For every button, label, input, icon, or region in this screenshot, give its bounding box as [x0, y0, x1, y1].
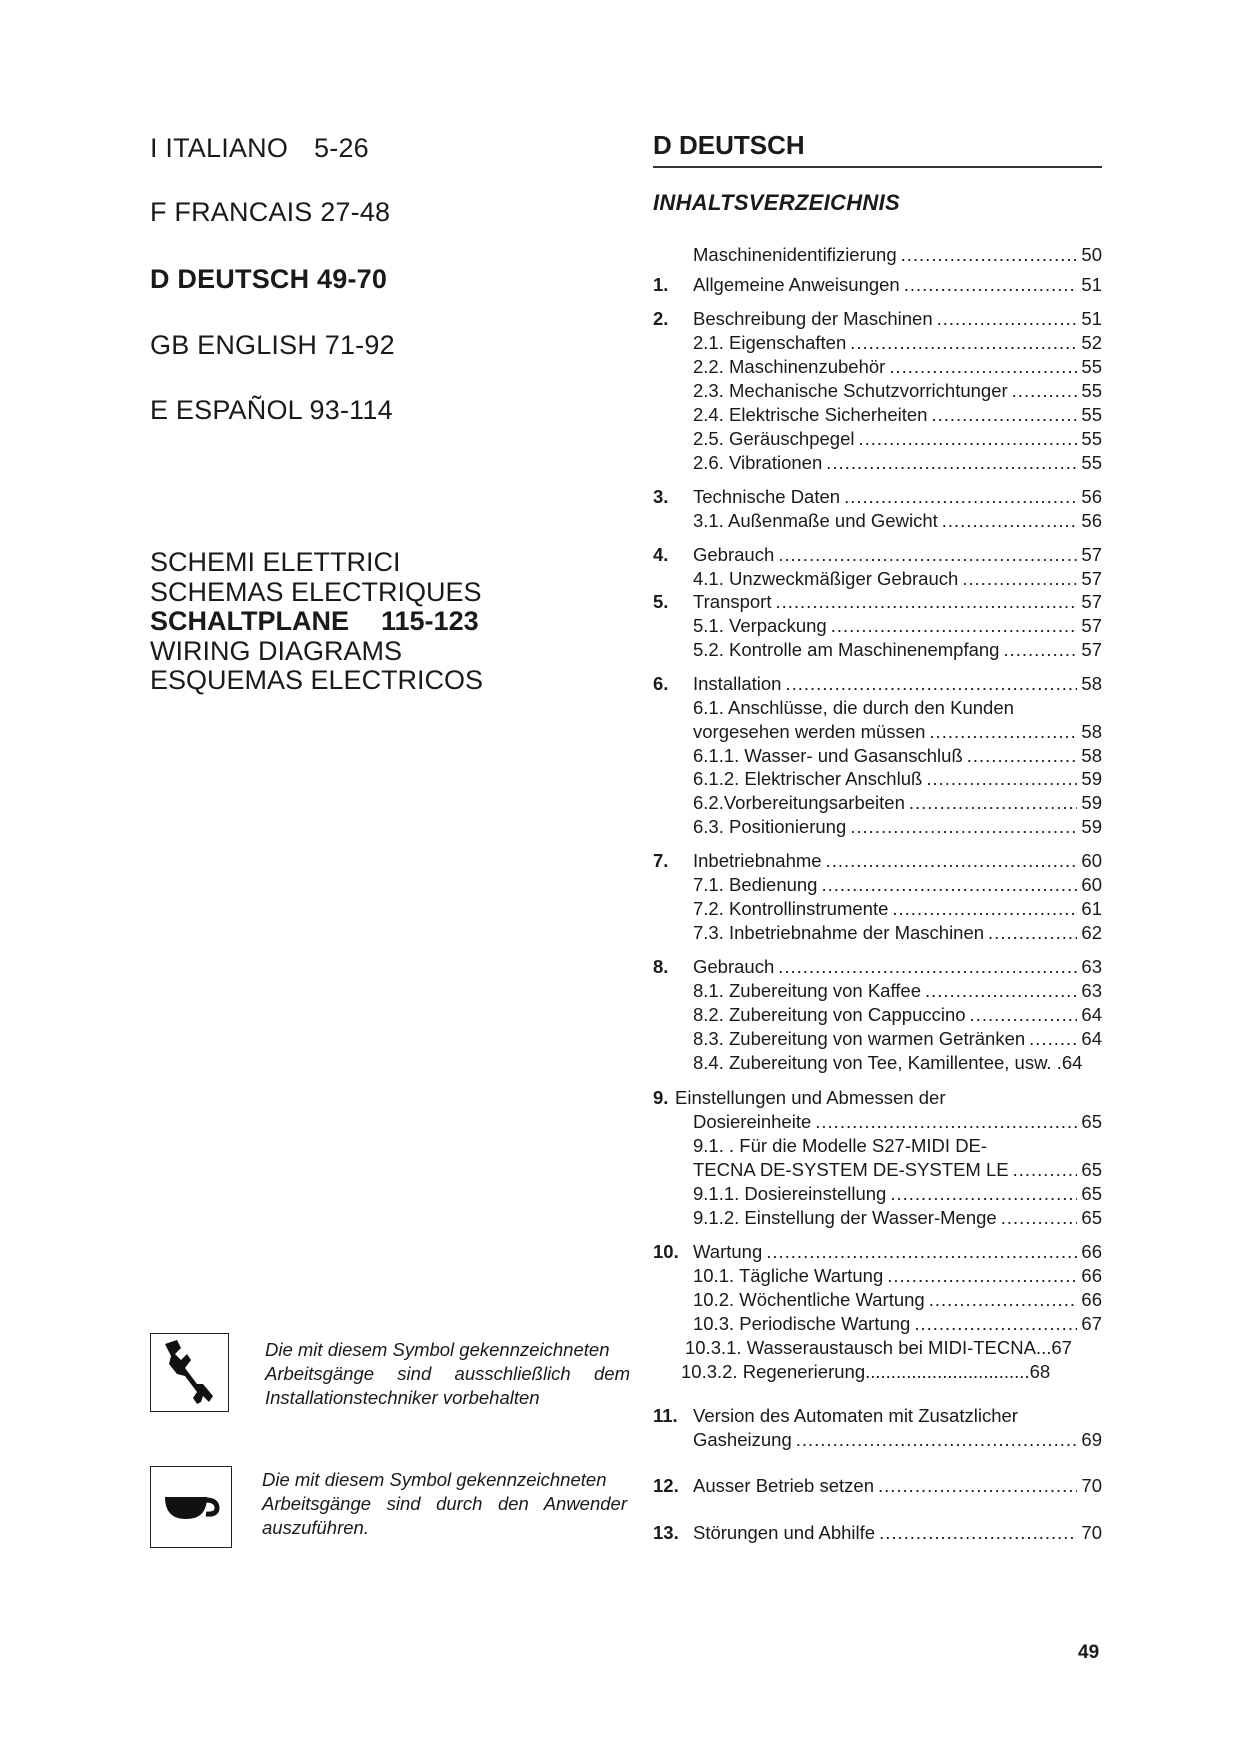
toc-entry-label: 2.4. Elektrische Sicherheiten: [693, 404, 928, 425]
toc-entry-text: [693, 1474, 1102, 1498]
toc-entry-text: [693, 379, 1102, 403]
wrench-symbol-box: [150, 1333, 229, 1412]
toc-leader-dots: [821, 873, 1077, 897]
toc-entry-text: [693, 1312, 1102, 1336]
toc-entry: [653, 1264, 1102, 1288]
toc-entry-text: [693, 897, 1102, 921]
toc-entry-text: [693, 873, 1102, 897]
toc-entry-label: Transport: [693, 591, 772, 612]
toc-entry-page: 57: [1081, 639, 1102, 660]
toc-entry: [653, 955, 1102, 979]
toc-entry-text: [693, 720, 1102, 744]
toc-heading: INHALTSVERZEICHNIS: [653, 190, 901, 215]
toc-entry-label: 9.1.1. Dosiereinstellung: [693, 1183, 887, 1204]
toc-entry-label: 8.3. Zubereitung von warmen Getränken: [693, 1028, 1026, 1049]
toc-entry: [653, 509, 1102, 533]
toc-entry-text: [693, 567, 1102, 591]
toc-leader-dots: [929, 1288, 1078, 1312]
toc-entry: [653, 1027, 1102, 1051]
schemes-de-label: SCHALTPLANE: [150, 606, 349, 636]
toc-entry-page: 63: [1081, 956, 1102, 977]
toc-entry: [653, 672, 1102, 696]
toc-entry-text: [693, 791, 1102, 815]
toc-entry-number: 6.: [653, 673, 669, 694]
toc-entry: [653, 379, 1102, 403]
toc-entry-text: [693, 744, 1102, 768]
toc-entry-label: 2.3. Mechanische Schutzvorrichtunger: [693, 380, 1008, 401]
toc-leader-dots: [850, 331, 1077, 355]
toc-entry: [653, 243, 1102, 267]
lang-italiano-label: I ITALIANO: [150, 133, 289, 163]
toc-entry-label: Ausser Betrieb setzen: [693, 1475, 874, 1496]
toc-entry-label: Inbetriebnahme: [693, 850, 822, 871]
toc-entry-label: Gasheizung: [693, 1429, 792, 1450]
toc-entry-text: [693, 1182, 1102, 1206]
toc-entry-text: [693, 590, 1102, 614]
toc-entry: [653, 1086, 1102, 1110]
toc-entry-text: [693, 509, 1102, 533]
toc-leader-dots: [889, 355, 1077, 379]
toc-entry-page: 56: [1081, 510, 1102, 531]
toc-entry-number: 11.: [653, 1405, 678, 1426]
toc-entry: [653, 1336, 1102, 1360]
toc-entry-page: 51: [1081, 308, 1102, 329]
toc-entry-page: 57: [1081, 615, 1102, 636]
toc-entry-page: 69: [1081, 1429, 1102, 1450]
toc-leader-dots: [962, 567, 1077, 591]
toc-entry: [653, 451, 1102, 475]
toc-entry-page: 62: [1081, 922, 1102, 943]
toc-leader-dots: [815, 1110, 1077, 1134]
toc-entry-page: 52: [1081, 332, 1102, 353]
toc-entry-text: [693, 1134, 987, 1158]
toc-entry-page: 50: [1081, 244, 1102, 265]
toc-entry-number: 9.: [653, 1087, 669, 1108]
user-note: [262, 1468, 627, 1540]
toc-entry-number: 13.: [653, 1522, 679, 1543]
toc-leader-dots: [778, 543, 1077, 567]
toc-entry-label: 3.1. Außenmaße und Gewicht: [693, 510, 938, 531]
toc-entry: [653, 1051, 1102, 1075]
toc-entry-page: 59: [1081, 792, 1102, 813]
toc-leader-dots: [826, 451, 1077, 475]
wiring-diagrams-index: [150, 548, 483, 696]
toc-entry-label: 6.1.2. Elektrischer Anschluß: [693, 768, 923, 789]
toc-entry: [653, 590, 1102, 614]
toc-entry-number: 7.: [653, 850, 669, 871]
schemes-fr: SCHEMAS ELECTRIQUES: [150, 576, 482, 607]
toc-leader-dots: [858, 427, 1077, 451]
schemes-de-pages: 115-123: [381, 606, 479, 636]
toc-leader-dots: [892, 897, 1077, 921]
toc-entry: [653, 1360, 1102, 1384]
toc-entry-text: [693, 403, 1102, 427]
toc-entry-label: 10.1. Tägliche Wartung: [693, 1265, 884, 1286]
toc-entry-label: Störungen und Abhilfe: [693, 1522, 876, 1543]
toc-entry-label: 6.2.Vorbereitungsarbeiten: [693, 792, 905, 813]
toc-entry: [653, 744, 1102, 768]
toc-entry: [653, 1521, 1102, 1545]
installer-note-line-1: Die mit diesem Symbol gekennzeichneten: [265, 1339, 610, 1360]
installer-note-line-2: Arbeitsgänge sind ausschließlich dem: [265, 1363, 630, 1384]
toc-entry-text: [693, 451, 1102, 475]
toc-entry: [653, 767, 1102, 791]
toc-entry-label: Beschreibung der Maschinen: [693, 308, 933, 329]
toc-leader-dots: [785, 672, 1077, 696]
toc-entry-label: vorgesehen werden müssen: [693, 721, 926, 742]
toc-leader-dots: [844, 485, 1077, 509]
toc-entry-label: 2.1. Eigenschaften: [693, 332, 847, 353]
section-title: D DEUTSCH: [653, 130, 805, 160]
toc-entry: [653, 543, 1102, 567]
toc-entry-label: Allgemeine Anweisungen: [693, 274, 900, 295]
toc-entry-page: 55: [1081, 452, 1102, 473]
toc-leader-dots: [1001, 1206, 1078, 1230]
toc-entry: [653, 921, 1102, 945]
toc-entry: [653, 1428, 1102, 1452]
toc-entry-label: 9.1. . Für die Modelle S27-MIDI DE-: [693, 1135, 988, 1156]
toc-entry-page: 55: [1081, 356, 1102, 377]
toc-entry: [653, 720, 1102, 744]
toc-entry: [653, 1134, 1102, 1158]
toc-entry-label: 2.5. Geräuschpegel: [693, 428, 855, 449]
toc-entry-page: 59: [1081, 768, 1102, 789]
toc-entry-page: 58: [1081, 745, 1102, 766]
toc-entry-text: [693, 273, 1102, 297]
toc-entry-page: 57: [1081, 568, 1102, 589]
toc-entry-text: [693, 1404, 1018, 1428]
toc-entry: [653, 849, 1102, 873]
lang-espanol: E ESPAÑOL 93-114: [150, 395, 393, 425]
toc-entry-text: [693, 1158, 1102, 1182]
toc-entry-text: [693, 767, 1102, 791]
toc-entry-text: [693, 1051, 1082, 1075]
toc-entry-number: 2.: [653, 308, 669, 329]
user-note-line-1: Die mit diesem Symbol gekennzeichneten: [262, 1469, 607, 1490]
toc-entry-page: 58: [1081, 721, 1102, 742]
cup-symbol-box: [150, 1466, 232, 1548]
lang-francais: F FRANCAIS 27-48: [150, 197, 391, 227]
toc-entry-label: Gebrauch: [693, 544, 775, 565]
toc-entry: [653, 403, 1102, 427]
toc-entry-text: [693, 1264, 1102, 1288]
toc-entry-text: [693, 427, 1102, 451]
toc-entry-page: 60: [1081, 850, 1102, 871]
installer-note-line-3: Installationstechniker vorbehalten: [265, 1387, 540, 1408]
toc-entry: [653, 873, 1102, 897]
toc-entry-text: [693, 696, 1014, 720]
toc-entry-label: 7.3. Inbetriebnahme der Maschinen: [693, 922, 985, 943]
toc-entry-text: [693, 355, 1102, 379]
toc-leader-dots: [879, 1521, 1077, 1545]
toc-leader-dots: [778, 955, 1077, 979]
toc-entry-page: 60: [1081, 874, 1102, 895]
toc-entry-label: 5.2. Kontrolle am Maschinenempfang: [693, 639, 1000, 660]
toc-entry: [653, 355, 1102, 379]
toc-entry: [653, 1206, 1102, 1230]
toc-leader-dots: [1003, 638, 1077, 662]
toc-entry-text: [693, 1027, 1102, 1051]
toc-entry-label: Maschinenidentifizierung: [693, 244, 897, 265]
lang-italiano-pages: 5-26: [314, 133, 369, 163]
toc-leader-dots: [914, 1312, 1077, 1336]
toc-leader-dots: [831, 614, 1078, 638]
toc-entry-page: 65: [1081, 1183, 1102, 1204]
toc-entry-label: 10.3.1. Wasseraustausch bei MIDI-TECNA...67: [685, 1337, 1072, 1358]
toc-entry-page: 66: [1081, 1289, 1102, 1310]
toc-entry-text: [693, 672, 1102, 696]
toc-entry-number: 12.: [653, 1475, 679, 1496]
toc-leader-dots: [826, 849, 1078, 873]
toc-entry-text: [693, 815, 1102, 839]
toc-entry: [653, 427, 1102, 451]
toc-leader-dots: [937, 307, 1078, 331]
toc-leader-dots: [1029, 1027, 1077, 1051]
toc-entry: [653, 567, 1102, 591]
toc-entry-label: Installation: [693, 673, 782, 694]
toc-entry: [653, 638, 1102, 662]
toc-entry: [653, 897, 1102, 921]
toc-leader-dots: [766, 1240, 1077, 1264]
toc-entry-text: [693, 638, 1102, 662]
toc-entry-page: 63: [1081, 980, 1102, 1001]
lang-english: GB ENGLISH 71-92: [150, 330, 395, 360]
toc-leader-dots: [931, 403, 1077, 427]
toc-entry-label: Einstellungen und Abmessen der: [675, 1087, 946, 1108]
toc-entry-label: Version des Automaten mit Zusatzlicher: [693, 1405, 1018, 1426]
toc-entry-text: [693, 485, 1102, 509]
toc-entry-text: [693, 331, 1102, 355]
toc-entry-text: [693, 1206, 1102, 1230]
toc-entry-text: [693, 1003, 1102, 1027]
toc-leader-dots: [901, 243, 1078, 267]
schemes-de: [150, 607, 483, 637]
toc-leader-dots: [887, 1264, 1077, 1288]
toc-entry: [653, 307, 1102, 331]
toc-entry: [653, 1288, 1102, 1312]
toc-leader-dots: [904, 273, 1078, 297]
toc-leader-dots: [967, 744, 1078, 768]
toc-entry: [653, 791, 1102, 815]
toc-entry-text: [685, 1336, 1072, 1360]
toc-entry-page: 66: [1081, 1265, 1102, 1286]
toc-leader-dots: [796, 1428, 1078, 1452]
toc-entry-label: Technische Daten: [693, 486, 841, 507]
toc-entry-text: [693, 1428, 1102, 1452]
toc-entry-page: 57: [1081, 544, 1102, 565]
toc-entry: [653, 1110, 1102, 1134]
toc-entry-page: 55: [1081, 428, 1102, 449]
toc-entry-label: 7.2. Kontrollinstrumente: [693, 898, 889, 919]
toc-entry-text: [675, 1086, 946, 1110]
toc-entry-text: [693, 849, 1102, 873]
toc-leader-dots: [988, 921, 1077, 945]
toc-entry-text: [693, 1110, 1102, 1134]
toc-entry-number: 5.: [653, 591, 669, 612]
toc-entry-page: 65: [1081, 1159, 1102, 1180]
toc-entry-text: [693, 1288, 1102, 1312]
toc-entry: [653, 1003, 1102, 1027]
toc-entry: [653, 1404, 1102, 1428]
toc-entry-text: [693, 1521, 1102, 1545]
toc-entry-label: Dosiereinheite: [693, 1111, 812, 1132]
lang-italiano: [150, 133, 369, 164]
toc-entry-text: [693, 543, 1102, 567]
toc-leader-dots: [970, 1003, 1078, 1027]
toc-leader-dots: [1013, 1158, 1078, 1182]
toc-entry-number: 4.: [653, 544, 669, 565]
toc-leader-dots: [1012, 379, 1078, 403]
toc-entry-text: [693, 979, 1102, 1003]
toc-entry-label: 6.1.1. Wasser- und Gasanschluß: [693, 745, 963, 766]
toc-leader-dots: [909, 791, 1078, 815]
toc-leader-dots: [929, 720, 1077, 744]
toc-entry-label: 8.2. Zubereitung von Cappuccino: [693, 1004, 966, 1025]
cup-icon: [151, 1467, 230, 1546]
schemes-es: ESQUEMAS ELECTRICOS: [150, 665, 484, 695]
installer-note: [265, 1338, 630, 1410]
toc-entry-text: [693, 614, 1102, 638]
toc-entry: [653, 696, 1102, 720]
user-note-line-2: Arbeitsgänge sind durch den Anwender: [262, 1493, 627, 1514]
user-note-line-3: auszuführen.: [262, 1517, 369, 1538]
toc-entry: [653, 979, 1102, 1003]
page-number: 49: [1078, 1642, 1100, 1663]
toc-leader-dots: [925, 979, 1077, 1003]
toc-entry: [653, 485, 1102, 509]
toc-leader-dots: [878, 1474, 1077, 1498]
toc-leader-dots: [850, 815, 1077, 839]
toc-entry-number: 3.: [653, 486, 669, 507]
toc-entry-text: [693, 1240, 1102, 1264]
schemes-it: SCHEMI ELETTRICI: [150, 547, 401, 577]
toc-entry-page: 61: [1081, 898, 1102, 919]
toc-entry: [653, 1182, 1102, 1206]
toc-entry-page: 56: [1081, 486, 1102, 507]
toc-entry-number: 8.: [653, 956, 669, 977]
toc-entry: [653, 273, 1102, 297]
toc-entry-page: 65: [1081, 1111, 1102, 1132]
toc-entry-page: 66: [1081, 1241, 1102, 1262]
toc-entry: [653, 614, 1102, 638]
toc-entry-page: 65: [1081, 1207, 1102, 1228]
toc-entry-label: 7.1. Bedienung: [693, 874, 818, 895]
toc-entry-page: 59: [1081, 816, 1102, 837]
toc-entry-page: 70: [1081, 1475, 1102, 1496]
toc-entry-page: 51: [1081, 274, 1102, 295]
toc-entry-page: 67: [1081, 1313, 1102, 1334]
toc-entry-label: 4.1. Unzweckmäßiger Gebrauch: [693, 568, 959, 589]
toc-entry-label: 9.1.2. Einstellung der Wasser-Menge: [693, 1207, 997, 1228]
toc-entry-label: Gebrauch: [693, 956, 775, 977]
toc-entry: [653, 331, 1102, 355]
toc-entry-number: 10.: [653, 1241, 679, 1262]
toc-entry: [653, 1474, 1102, 1498]
toc-entry-label: TECNA DE-SYSTEM DE-SYSTEM LE: [693, 1159, 1009, 1180]
title-rule: [653, 166, 1102, 168]
toc-entry-label: 6.3. Positionierung: [693, 816, 847, 837]
toc-entry-label: 8.1. Zubereitung von Kaffee: [693, 980, 921, 1001]
lang-deutsch: D DEUTSCH 49-70: [150, 264, 388, 294]
toc-entry-label: 10.3. Periodische Wartung: [693, 1313, 911, 1334]
toc-entry-label: 8.4. Zubereitung von Tee, Kamillentee, usw. .64: [693, 1052, 1083, 1073]
toc-entry-page: 64: [1081, 1004, 1102, 1025]
toc-entry-label: 10.2. Wöchentliche Wartung: [693, 1289, 925, 1310]
toc-entry-label: 10.3.2. Regenerierung................................68: [681, 1361, 1051, 1382]
toc-entry-text: [693, 921, 1102, 945]
schemes-en: WIRING DIAGRAMS: [150, 635, 403, 666]
toc-entry: [653, 1312, 1102, 1336]
toc-entry-text: [693, 307, 1102, 331]
toc-entry-label: 6.1. Anschlüsse, die durch den Kunden: [693, 697, 1014, 718]
toc-entry-page: 55: [1081, 404, 1102, 425]
toc-leader-dots: [775, 590, 1077, 614]
toc-entry-number: 1.: [653, 274, 669, 295]
toc-leader-dots: [942, 509, 1078, 533]
toc-entry-label: Wartung: [693, 1241, 763, 1262]
toc-entry-page: 58: [1081, 673, 1102, 694]
toc-leader-dots: [890, 1182, 1077, 1206]
toc-entry-page: 55: [1081, 380, 1102, 401]
toc-entry: [653, 1240, 1102, 1264]
toc-entry-label: 2.6. Vibrationen: [693, 452, 823, 473]
toc-entry-page: 70: [1081, 1522, 1102, 1543]
toc-entry: [653, 815, 1102, 839]
toc-entry-label: 2.2. Maschinenzubehör: [693, 356, 886, 377]
toc-entry-text: [693, 243, 1102, 267]
toc-entry: [653, 1158, 1102, 1182]
toc-entry-text: [693, 955, 1102, 979]
toc-entry-page: 64: [1081, 1028, 1102, 1049]
toc-leader-dots: [926, 767, 1077, 791]
wrench-icon: [151, 1334, 227, 1410]
toc-entry-text: [681, 1360, 1050, 1384]
toc-entry-label: 5.1. Verpackung: [693, 615, 827, 636]
toc-entry-page: 57: [1081, 591, 1102, 612]
